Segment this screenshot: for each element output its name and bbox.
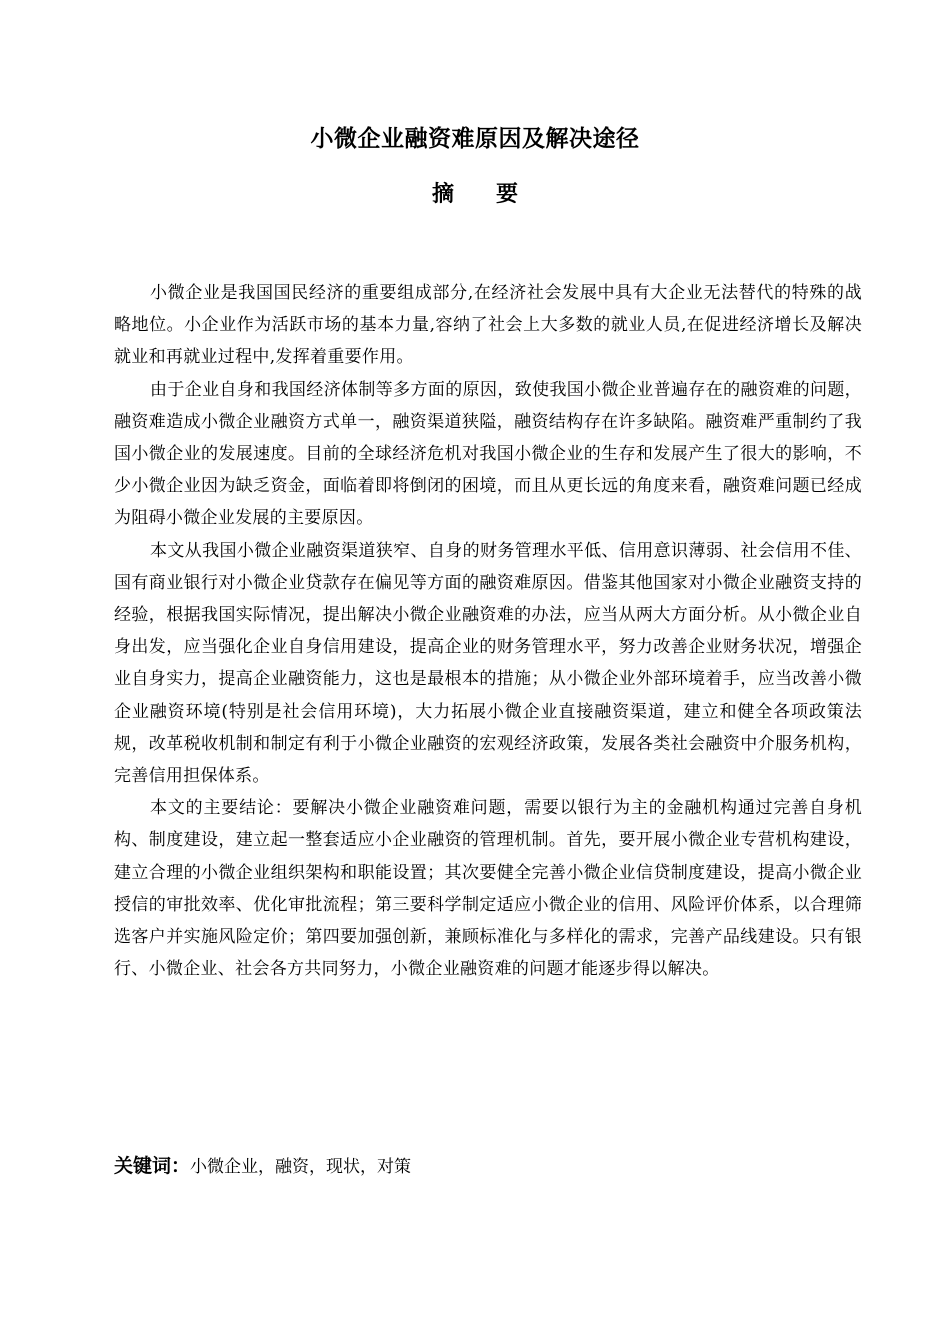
abstract-paragraph-1: 小微企业是我国国民经济的重要组成部分,在经济社会发展中具有大企业无法替代的特殊的战略地位。小企业作为活跃市场的基本力量,容纳了社会上大多数的就业人员,在促进经济增长及解决就业和再就业过程中,发挥着重要作用。 [114,283,862,368]
abstract-paragraph-3: 本文从我国小微企业融资渠道狭窄、自身的财务管理水平低、信用意识薄弱、社会信用不佳、国有商业银行对小微企业贷款存在偏见等方面的融资难原因。借鉴其他国家对小微企业融资支持的经验，根据我国实际情况，提出解决小微企业融资难的办法，应当从两大方面分析。从小微企业自身出发，应当强化企业自身信用建设，提高企业的财务管理水平，努力改善企业财务状况，增强企业自身实力，提高企业融资能力，这也是最根本的措施；从小微企业外部环境着手，应当改善小微企业融资环境(特别是社会信用环境)，大力拓展小微企业直接融资渠道，建立和健全各项政策法规，改革税收机制和制定有利于小微企业融资的宏观经济政策，发展各类社会融资中介服务机构，完善信用担保体系。 [114,540,862,787]
document-title: 小微企业融资难原因及解决途径 [310,126,640,152]
keywords-line [114,1150,862,1183]
keywords-label: 关键词： [114,1155,191,1177]
abstract-paragraph-4: 本文的主要结论：要解决小微企业融资难问题，需要以银行为主的金融机构通过完善自身机构、制度建设，建立起一整套适应小企业融资的管理机制。首先，要开展小微企业专营机构建设，建立合理的小微企业组织架构和职能设置；其次要健全完善小微企业信贷制度建设，提高小微企业授信的审批效率、优化审批流程；第三要科学制定适应小微企业的信用、风险评价体系，以合理筛选客户并实施风险定价；第四要加强创新，兼顾标准化与多样化的需求，完善产品线建设。只有银行、小微企业、社会各方共同努力，小微企业融资难的问题才能逐步得以解决。 [114,798,862,980]
abstract-heading: 摘要 [431,182,560,207]
keywords-value: 小微企业，融资，现状，对策 [190,1157,412,1177]
abstract-paragraph-2: 由于企业自身和我国经济体制等多方面的原因，致使我国小微企业普遍存在的融资难的问题，融资难造成小微企业融资方式单一，融资渠道狭隘，融资结构存在许多缺陷。融资难严重制约了我国小微企业的发展速度。目前的全球经济危机对我国小微企业的生存和发展产生了很大的影响，不少小微企业因为缺乏资金，面临着即将倒闭的困境，而且从更长远的角度来看，融资难问题已经成为阻碍小微企业发展的主要原因。 [114,379,862,529]
abstract-body [114,277,862,985]
